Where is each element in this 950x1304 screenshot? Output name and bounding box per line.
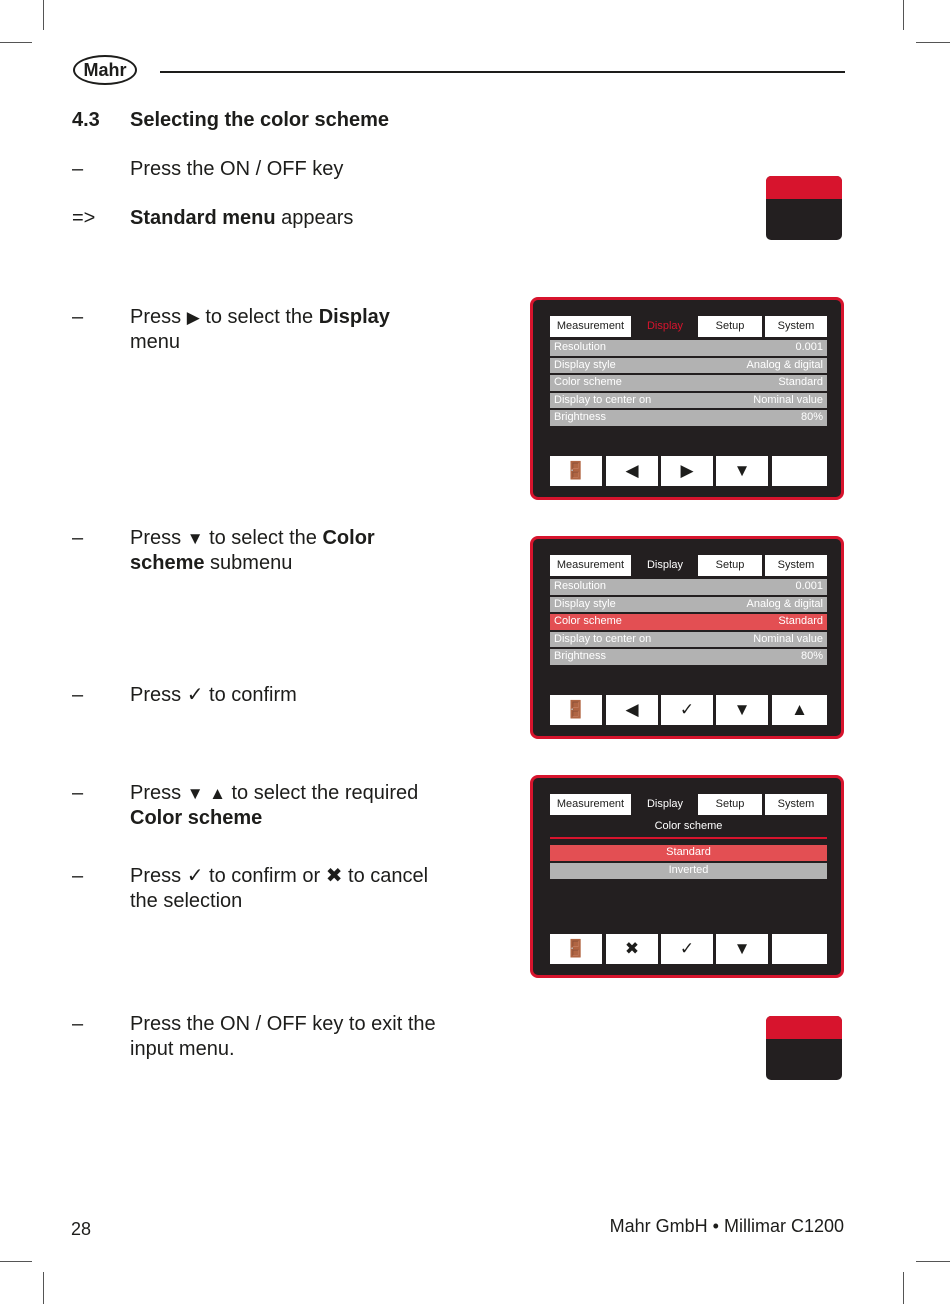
step-bullet: – xyxy=(72,684,84,706)
check-icon: ✓ xyxy=(186,865,204,887)
on-off-key-illustration xyxy=(766,1016,842,1080)
crop-mark xyxy=(916,42,950,43)
submenu-title: Color scheme xyxy=(654,820,723,832)
down-button[interactable] xyxy=(716,695,768,725)
on-off-key-red-band xyxy=(766,1016,842,1039)
down-button[interactable] xyxy=(716,934,768,964)
check-icon: ✓ xyxy=(679,700,695,719)
step-bullet: – xyxy=(72,782,84,804)
display-screen-2 xyxy=(530,536,844,739)
setting-row-display-center[interactable] xyxy=(550,632,827,648)
setting-label: Display to center on xyxy=(554,393,652,406)
left-button[interactable] xyxy=(606,695,658,725)
step-press: Press xyxy=(130,527,187,549)
down-triangle-icon: ▼ xyxy=(733,700,751,719)
section-title: Selecting the color scheme xyxy=(130,109,389,131)
tab-bar xyxy=(550,794,827,815)
tab-bar xyxy=(550,316,827,337)
right-button[interactable] xyxy=(661,456,713,486)
crop-mark xyxy=(916,1261,950,1262)
setting-label: Brightness xyxy=(554,650,606,662)
down-button[interactable] xyxy=(716,456,768,486)
step-bold: Display xyxy=(318,306,390,328)
setting-row-brightness[interactable] xyxy=(550,410,827,426)
option-inverted[interactable]: Inverted xyxy=(550,863,827,879)
logo-text: Mahr xyxy=(83,59,127,80)
crop-mark xyxy=(0,42,32,43)
crop-mark xyxy=(903,0,904,30)
step-mid: to confirm or xyxy=(203,865,326,887)
setting-value: Standard xyxy=(778,615,823,627)
option-standard-selected[interactable]: Standard xyxy=(550,845,827,861)
tab-bar xyxy=(550,555,827,576)
step-mid: to select the required xyxy=(225,782,419,804)
step-text xyxy=(130,781,418,831)
tab-setup[interactable]: Setup xyxy=(698,555,762,576)
step-bold: Color scheme xyxy=(130,807,263,829)
softkey-bar xyxy=(550,456,827,486)
exit-door-icon: 🚪 xyxy=(565,700,587,719)
step-bullet: => xyxy=(72,207,96,229)
left-triangle-icon: ◀ xyxy=(625,461,639,480)
step-press: Press xyxy=(130,684,187,706)
right-triangle-icon: ▶ xyxy=(680,461,694,480)
submenu-rule xyxy=(550,837,827,839)
setting-value: Analog & digital xyxy=(746,597,823,610)
cross-icon: ✖ xyxy=(325,865,343,887)
step-press: Press xyxy=(130,865,187,887)
page-number: 28 xyxy=(71,1219,92,1239)
step-line2: menu xyxy=(130,331,181,353)
right-triangle-icon: ▶ xyxy=(186,308,200,327)
crop-mark xyxy=(43,0,44,30)
left-triangle-icon: ◀ xyxy=(625,700,639,719)
setting-label: Color scheme xyxy=(554,376,622,388)
tab-setup[interactable]: Setup xyxy=(698,794,762,815)
step-press: Press xyxy=(130,306,187,328)
tab-display[interactable]: Display xyxy=(634,555,696,576)
step-bullet: – xyxy=(72,158,84,180)
crop-mark xyxy=(903,1272,904,1304)
up-triangle-icon: ▲ xyxy=(209,784,226,803)
setting-label: Brightness xyxy=(554,411,606,423)
footer-company: Mahr GmbH • Millimar C1200 xyxy=(609,1216,844,1236)
section-number: 4.3 xyxy=(72,109,100,131)
settings-list xyxy=(550,340,827,428)
setting-value: Analog & digital xyxy=(746,358,823,371)
up-triangle-icon: ▲ xyxy=(791,700,808,719)
step-press: Press xyxy=(130,782,187,804)
step-bullet: – xyxy=(72,527,84,549)
step-line1: Press the ON / OFF key to exit the xyxy=(130,1013,436,1035)
down-triangle-icon: ▼ xyxy=(733,939,751,958)
step-line2: the selection xyxy=(130,890,243,912)
setting-row-resolution[interactable] xyxy=(550,579,827,595)
tab-system[interactable]: System xyxy=(765,555,827,576)
setting-label: Resolution xyxy=(554,580,606,592)
down-triangle-icon: ▼ xyxy=(186,529,204,548)
confirm-button[interactable] xyxy=(661,934,713,964)
step-text xyxy=(130,206,353,231)
setting-row-color-scheme-selected[interactable] xyxy=(550,614,827,630)
up-button[interactable] xyxy=(772,695,827,725)
check-icon: ✓ xyxy=(186,684,204,706)
step-text xyxy=(130,526,375,576)
mahr-logo xyxy=(73,55,137,85)
exit-button[interactable] xyxy=(550,934,602,964)
on-off-key-illustration xyxy=(766,176,842,240)
down-triangle-icon: ▼ xyxy=(733,461,751,480)
step-text xyxy=(130,864,428,914)
step-text xyxy=(130,305,390,355)
step-text xyxy=(130,683,297,708)
header-rule xyxy=(160,71,845,73)
step-line2: input menu. xyxy=(130,1038,235,1060)
step-text xyxy=(130,1012,436,1062)
exit-button[interactable] xyxy=(550,695,602,725)
step-rest: submenu xyxy=(204,552,293,574)
setting-label: Color scheme xyxy=(554,615,622,627)
setting-value: 80% xyxy=(800,411,823,423)
setting-label: Display to center on xyxy=(554,632,652,645)
display-screen-3 xyxy=(530,775,844,978)
step-rest: to confirm xyxy=(203,684,297,706)
on-off-key-red-band xyxy=(766,176,842,199)
setting-row-brightness[interactable] xyxy=(550,649,827,665)
tab-display[interactable]: Display xyxy=(634,316,696,337)
step-bullet: – xyxy=(72,306,84,328)
check-icon: ✓ xyxy=(679,939,695,958)
display-screen-1 xyxy=(530,297,844,500)
step-mid: to select the xyxy=(203,527,323,549)
setting-label: Display style xyxy=(554,358,616,371)
setting-value: Nominal value xyxy=(753,393,823,406)
step-bold: Color xyxy=(322,527,375,549)
setting-value: 0.001 xyxy=(795,341,823,353)
tab-display[interactable]: Display xyxy=(634,794,696,815)
cancel-button[interactable] xyxy=(606,934,658,964)
setting-value: 80% xyxy=(800,650,823,662)
settings-list xyxy=(550,579,827,667)
softkey-bar xyxy=(550,934,827,964)
setting-row-resolution[interactable] xyxy=(550,340,827,356)
softkey-bar xyxy=(550,695,827,725)
tab-system[interactable]: System xyxy=(765,794,827,815)
setting-row-display-style[interactable] xyxy=(550,358,827,374)
setting-value: 0.001 xyxy=(795,580,823,592)
blank-button[interactable] xyxy=(772,934,827,964)
setting-value: Standard xyxy=(778,376,823,388)
step-bullet: – xyxy=(72,865,84,887)
exit-door-icon: 🚪 xyxy=(565,939,587,958)
step-mid: to select the xyxy=(199,306,319,328)
setting-label: Display style xyxy=(554,597,616,610)
down-triangle-icon: ▼ xyxy=(186,784,204,803)
exit-door-icon: 🚪 xyxy=(565,461,587,480)
setting-value: Nominal value xyxy=(753,632,823,645)
tab-measurement[interactable]: Measurement xyxy=(550,794,631,815)
setting-row-color-scheme[interactable] xyxy=(550,375,827,391)
step-bold: scheme xyxy=(130,552,205,574)
crop-mark xyxy=(43,1272,44,1304)
step-bold: Standard menu xyxy=(130,207,276,229)
step-bullet: – xyxy=(72,1013,84,1035)
tab-setup[interactable]: Setup xyxy=(698,316,762,337)
step-rest: appears xyxy=(275,207,354,229)
setting-row-display-style[interactable] xyxy=(550,597,827,613)
crop-mark xyxy=(0,1261,32,1262)
step-text: Press the ON / OFF key xyxy=(130,158,344,180)
exit-button[interactable] xyxy=(550,456,602,486)
confirm-button[interactable] xyxy=(661,695,713,725)
blank-button[interactable] xyxy=(772,456,827,486)
left-button[interactable] xyxy=(606,456,658,486)
setting-row-display-center[interactable] xyxy=(550,393,827,409)
setting-label: Resolution xyxy=(554,341,606,353)
tab-system[interactable]: System xyxy=(765,316,827,337)
step-rest: to cancel xyxy=(342,865,429,887)
tab-measurement[interactable]: Measurement xyxy=(550,555,631,576)
tab-measurement[interactable]: Measurement xyxy=(550,316,631,337)
cross-icon: ✖ xyxy=(624,939,640,958)
